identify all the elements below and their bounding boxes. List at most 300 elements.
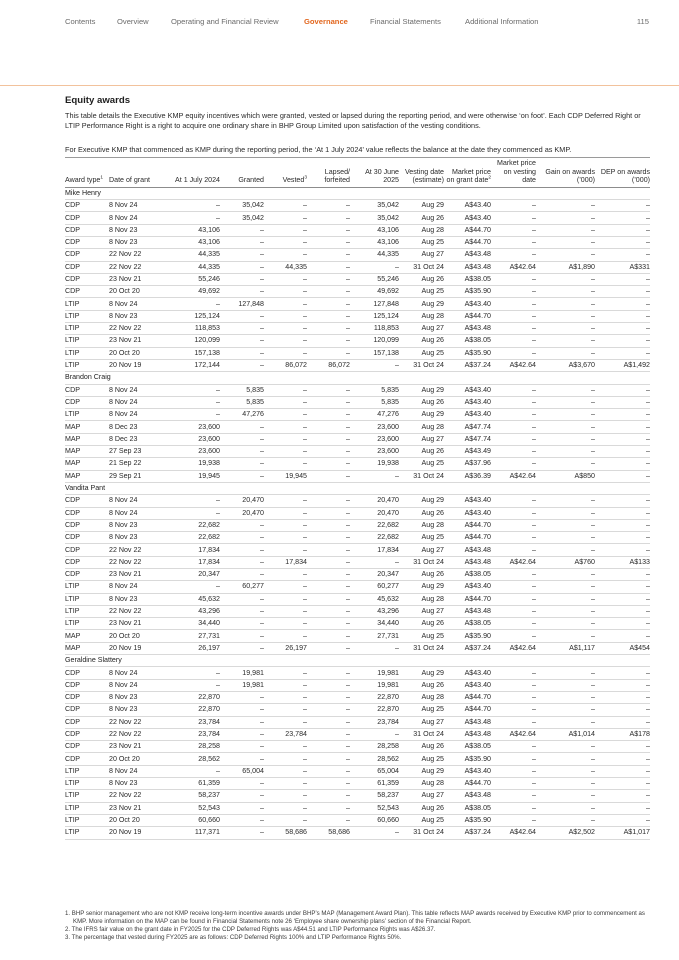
- table-cell: LTIP: [65, 814, 109, 826]
- table-cell: –: [307, 409, 350, 421]
- table-cell: –: [264, 286, 307, 298]
- table-cell: 49,692: [350, 286, 399, 298]
- table-cell: 31 Oct 24: [399, 642, 444, 654]
- table-cell: –: [220, 347, 264, 359]
- table-cell: LTIP: [65, 335, 109, 347]
- table-cell: A$43.48: [444, 790, 491, 802]
- table-cell: –: [595, 741, 650, 753]
- table-cell: MAP: [65, 642, 109, 654]
- table-cell: 19,981: [220, 679, 264, 691]
- table-row: [65, 335, 650, 347]
- table-cell: 86,072: [264, 359, 307, 371]
- table-cell: CDP: [65, 568, 109, 580]
- table-cell: Aug 27: [399, 323, 444, 335]
- table-cell: –: [264, 310, 307, 322]
- table-cell: –: [165, 409, 220, 421]
- table-cell: –: [536, 519, 595, 531]
- table-cell: –: [595, 470, 650, 482]
- column-header: Market price on vesting date: [491, 159, 536, 187]
- table-cell: 17,834: [350, 544, 399, 556]
- table-cell: –: [491, 765, 536, 777]
- header-rule: [0, 85, 679, 86]
- table-cell: CDP: [65, 507, 109, 519]
- table-cell: –: [220, 273, 264, 285]
- table-cell: 44,335: [264, 261, 307, 273]
- table-cell: –: [536, 421, 595, 433]
- table-cell: –: [491, 212, 536, 224]
- table-cell: CDP: [65, 691, 109, 703]
- table-cell: –: [307, 458, 350, 470]
- table-cell: –: [595, 298, 650, 310]
- table-cell: –: [595, 200, 650, 212]
- table-row: [65, 618, 650, 630]
- table-cell: –: [595, 249, 650, 261]
- table-row: [65, 593, 650, 605]
- table-cell: 20,347: [350, 568, 399, 580]
- table-cell: –: [307, 704, 350, 716]
- table-cell: –: [307, 581, 350, 593]
- table-cell: 20 Oct 20: [109, 753, 165, 765]
- table-cell: –: [307, 249, 350, 261]
- table-cell: –: [491, 249, 536, 261]
- table-cell: –: [350, 359, 399, 371]
- table-cell: –: [595, 409, 650, 421]
- table-cell: Aug 26: [399, 568, 444, 580]
- table-row: [65, 741, 650, 753]
- table-cell: A$43.48: [444, 556, 491, 568]
- table-cell: 49,692: [165, 286, 220, 298]
- table-cell: 127,848: [220, 298, 264, 310]
- table-cell: 157,138: [350, 347, 399, 359]
- table-cell: 60,277: [350, 581, 399, 593]
- column-header: At 1 July 2024: [165, 159, 220, 187]
- table-cell: 22,682: [350, 532, 399, 544]
- table-cell: –: [491, 544, 536, 556]
- table-cell: Aug 27: [399, 433, 444, 445]
- table-cell: –: [350, 470, 399, 482]
- table-cell: –: [307, 396, 350, 408]
- table-cell: A$42.64: [491, 470, 536, 482]
- table-cell: 22,870: [165, 691, 220, 703]
- table-cell: 5,835: [220, 384, 264, 396]
- table-cell: 19,938: [350, 458, 399, 470]
- table-cell: –: [595, 753, 650, 765]
- table-cell: 8 Nov 23: [109, 704, 165, 716]
- table-cell: –: [491, 507, 536, 519]
- table-cell: Aug 26: [399, 741, 444, 753]
- table-cell: –: [536, 458, 595, 470]
- table-cell: LTIP: [65, 778, 109, 790]
- table-cell: LTIP: [65, 765, 109, 777]
- table-cell: CDP: [65, 495, 109, 507]
- table-cell: Aug 27: [399, 249, 444, 261]
- nav-financial-statements[interactable]: Financial Statements: [370, 17, 441, 26]
- table-cell: 8 Nov 23: [109, 519, 165, 531]
- table-cell: 27 Sep 23: [109, 446, 165, 458]
- table-cell: –: [595, 679, 650, 691]
- table-cell: –: [307, 728, 350, 740]
- table-cell: –: [307, 790, 350, 802]
- table-cell: 8 Nov 23: [109, 310, 165, 322]
- table-cell: –: [536, 212, 595, 224]
- table-cell: Aug 29: [399, 384, 444, 396]
- table-cell: Aug 25: [399, 630, 444, 642]
- table-cell: –: [491, 310, 536, 322]
- table-cell: 31 Oct 24: [399, 556, 444, 568]
- table-cell: –: [350, 556, 399, 568]
- table-cell: 34,440: [165, 618, 220, 630]
- table-cell: A$35.90: [444, 753, 491, 765]
- table-cell: 172,144: [165, 359, 220, 371]
- table-cell: Aug 28: [399, 691, 444, 703]
- table-row: [65, 814, 650, 826]
- table-cell: –: [220, 286, 264, 298]
- table-row: [65, 298, 650, 310]
- table-cell: –: [264, 741, 307, 753]
- table-cell: CDP: [65, 728, 109, 740]
- table-cell: 8 Nov 24: [109, 679, 165, 691]
- table-cell: 17,834: [165, 544, 220, 556]
- table-cell: A$43.48: [444, 716, 491, 728]
- table-cell: –: [536, 679, 595, 691]
- table-cell: 55,246: [350, 273, 399, 285]
- table-cell: –: [536, 286, 595, 298]
- table-cell: –: [220, 323, 264, 335]
- table-cell: Aug 28: [399, 593, 444, 605]
- table-cell: –: [307, 765, 350, 777]
- table-row: [65, 556, 650, 568]
- table-cell: Aug 25: [399, 458, 444, 470]
- intro-paragraph: This table details the Executive KMP equity incentives which were granted, vested or lapsed during the reporting period, and were otherwise ‘on foot’. Each CDP Deferred Right or LTIP Performance Right is a right to acquire one ordinary share in BHP Group Limited upon satisfaction of the vesting conditions.: [65, 111, 641, 130]
- table-cell: A$35.90: [444, 814, 491, 826]
- table-cell: CDP: [65, 212, 109, 224]
- table-cell: 55,246: [165, 273, 220, 285]
- table-cell: A$43.40: [444, 212, 491, 224]
- table-cell: CDP: [65, 556, 109, 568]
- table-cell: 22,870: [165, 704, 220, 716]
- table-cell: CDP: [65, 716, 109, 728]
- table-cell: –: [536, 605, 595, 617]
- table-cell: 35,042: [220, 200, 264, 212]
- executive-name: Geraldine Slattery: [65, 655, 650, 667]
- table-cell: –: [595, 618, 650, 630]
- table-row: [65, 679, 650, 691]
- table-cell: CDP: [65, 741, 109, 753]
- table-cell: –: [220, 261, 264, 273]
- table-row: [65, 261, 650, 273]
- table-cell: –: [595, 814, 650, 826]
- table-cell: –: [491, 741, 536, 753]
- table-cell: A$43.40: [444, 409, 491, 421]
- table-cell: Aug 28: [399, 421, 444, 433]
- table-cell: Aug 28: [399, 519, 444, 531]
- table-cell: –: [264, 212, 307, 224]
- table-cell: Aug 26: [399, 273, 444, 285]
- table-cell: A$43.40: [444, 507, 491, 519]
- table-cell: –: [220, 249, 264, 261]
- table-cell: A$44.70: [444, 310, 491, 322]
- table-cell: 23,600: [350, 433, 399, 445]
- table-cell: –: [491, 433, 536, 445]
- table-cell: –: [264, 593, 307, 605]
- table-cell: A$44.70: [444, 778, 491, 790]
- table-cell: –: [220, 741, 264, 753]
- table-cell: –: [491, 236, 536, 248]
- table-cell: –: [491, 716, 536, 728]
- table-row: [65, 790, 650, 802]
- table-cell: –: [307, 298, 350, 310]
- table-cell: –: [536, 667, 595, 679]
- table-cell: MAP: [65, 446, 109, 458]
- nav-additional-information[interactable]: Additional Information: [465, 17, 539, 26]
- table-cell: CDP: [65, 679, 109, 691]
- table-cell: 17,834: [165, 556, 220, 568]
- table-cell: –: [536, 753, 595, 765]
- table-cell: –: [307, 446, 350, 458]
- nav-governance[interactable]: Governance: [304, 17, 348, 26]
- table-cell: –: [491, 323, 536, 335]
- table-cell: –: [307, 716, 350, 728]
- table-cell: Aug 26: [399, 212, 444, 224]
- table-cell: CDP: [65, 384, 109, 396]
- table-cell: A$1,117: [536, 642, 595, 654]
- table-cell: –: [595, 224, 650, 236]
- table-cell: A$43.40: [444, 765, 491, 777]
- table-cell: –: [491, 458, 536, 470]
- nav-ofr[interactable]: Operating and Financial Review: [171, 17, 279, 26]
- table-cell: –: [307, 421, 350, 433]
- column-header: Vested$^3$: [264, 159, 307, 187]
- table-cell: 8 Nov 23: [109, 593, 165, 605]
- table-cell: –: [595, 273, 650, 285]
- table-cell: LTIP: [65, 323, 109, 335]
- table-cell: –: [536, 790, 595, 802]
- executive-group-row: [65, 482, 650, 494]
- table-cell: 44,335: [165, 261, 220, 273]
- table-cell: 8 Nov 24: [109, 495, 165, 507]
- table-cell: 43,106: [350, 236, 399, 248]
- table-cell: Aug 29: [399, 298, 444, 310]
- table-cell: –: [491, 814, 536, 826]
- table-cell: –: [307, 200, 350, 212]
- table-cell: 52,543: [350, 802, 399, 814]
- table-cell: Aug 29: [399, 667, 444, 679]
- table-cell: 35,042: [350, 212, 399, 224]
- table-cell: 43,106: [165, 224, 220, 236]
- table-cell: 20,470: [220, 495, 264, 507]
- table-cell: 23 Nov 21: [109, 802, 165, 814]
- footnote-3: 3. The percentage that vested during FY2025 are as follows: CDP Deferred Rights 100% and LTIP Performance Rights 50%.: [65, 933, 402, 941]
- table-cell: A$1,017: [595, 827, 650, 839]
- table-cell: 28,562: [350, 753, 399, 765]
- table-cell: 31 Oct 24: [399, 359, 444, 371]
- table-cell: Aug 29: [399, 200, 444, 212]
- table-cell: A$38.05: [444, 335, 491, 347]
- table-cell: –: [491, 568, 536, 580]
- column-header: Date of grant: [109, 159, 165, 187]
- table-cell: Aug 25: [399, 814, 444, 826]
- table-cell: –: [595, 396, 650, 408]
- table-cell: –: [491, 519, 536, 531]
- table-cell: 47,276: [350, 409, 399, 421]
- table-cell: –: [220, 359, 264, 371]
- table-cell: 8 Nov 24: [109, 765, 165, 777]
- table-cell: A$42.64: [491, 556, 536, 568]
- table-row: [65, 716, 650, 728]
- table-cell: –: [536, 249, 595, 261]
- table-cell: –: [350, 728, 399, 740]
- table-cell: –: [264, 323, 307, 335]
- table-cell: 44,335: [350, 249, 399, 261]
- table-cell: –: [307, 347, 350, 359]
- table-row: [65, 286, 650, 298]
- table-cell: Aug 29: [399, 409, 444, 421]
- table-cell: 22,870: [350, 691, 399, 703]
- nav-overview[interactable]: Overview: [117, 17, 149, 26]
- table-cell: 23,600: [165, 421, 220, 433]
- table-cell: 8 Nov 24: [109, 507, 165, 519]
- table-cell: –: [220, 532, 264, 544]
- table-cell: 34,440: [350, 618, 399, 630]
- table-cell: Aug 25: [399, 753, 444, 765]
- table-cell: CDP: [65, 753, 109, 765]
- table-cell: Aug 25: [399, 347, 444, 359]
- table-cell: 23,784: [165, 716, 220, 728]
- table-cell: –: [595, 446, 650, 458]
- table-cell: 8 Dec 23: [109, 421, 165, 433]
- table-cell: –: [595, 704, 650, 716]
- table-cell: –: [264, 765, 307, 777]
- table-cell: –: [165, 396, 220, 408]
- table-cell: 8 Nov 23: [109, 236, 165, 248]
- table-row: [65, 470, 650, 482]
- table-cell: 22 Nov 22: [109, 249, 165, 261]
- table-row: [65, 236, 650, 248]
- table-cell: –: [264, 347, 307, 359]
- table-cell: A$37.24: [444, 642, 491, 654]
- table-cell: –: [491, 630, 536, 642]
- table-cell: CDP: [65, 519, 109, 531]
- table-cell: 43,106: [350, 224, 399, 236]
- table-row: [65, 704, 650, 716]
- table-cell: –: [536, 384, 595, 396]
- table-row: [65, 421, 650, 433]
- table-cell: LTIP: [65, 802, 109, 814]
- table-cell: 20 Oct 20: [109, 814, 165, 826]
- table-cell: 125,124: [350, 310, 399, 322]
- table-cell: 43,296: [350, 605, 399, 617]
- table-cell: MAP: [65, 433, 109, 445]
- table-cell: 8 Nov 23: [109, 224, 165, 236]
- table-row: [65, 691, 650, 703]
- table-cell: A$43.40: [444, 581, 491, 593]
- table-cell: 58,686: [307, 827, 350, 839]
- table-cell: –: [536, 618, 595, 630]
- table-cell: MAP: [65, 458, 109, 470]
- table-row: [65, 446, 650, 458]
- table-cell: –: [595, 384, 650, 396]
- table-cell: –: [595, 347, 650, 359]
- table-cell: –: [536, 544, 595, 556]
- table-cell: –: [536, 581, 595, 593]
- table-cell: A$43.40: [444, 200, 491, 212]
- table-cell: 60,660: [165, 814, 220, 826]
- table-cell: 20 Oct 20: [109, 286, 165, 298]
- table-cell: A$43.48: [444, 249, 491, 261]
- table-row: [65, 568, 650, 580]
- table-cell: 20 Nov 19: [109, 642, 165, 654]
- table-cell: –: [307, 273, 350, 285]
- table-cell: –: [307, 667, 350, 679]
- table-cell: –: [536, 568, 595, 580]
- table-cell: Aug 26: [399, 802, 444, 814]
- table-cell: 65,004: [220, 765, 264, 777]
- table-cell: A$454: [595, 642, 650, 654]
- table-cell: –: [165, 581, 220, 593]
- table-cell: 22,682: [165, 519, 220, 531]
- table-cell: –: [220, 691, 264, 703]
- table-cell: –: [595, 310, 650, 322]
- table-cell: –: [491, 384, 536, 396]
- nav-contents[interactable]: Contents: [65, 17, 96, 26]
- top-navigation: [65, 17, 649, 31]
- table-cell: –: [491, 532, 536, 544]
- table-cell: –: [264, 544, 307, 556]
- table-cell: A$44.70: [444, 593, 491, 605]
- table-cell: 22,870: [350, 704, 399, 716]
- table-cell: –: [264, 433, 307, 445]
- table-row: [65, 384, 650, 396]
- table-row: [65, 495, 650, 507]
- table-row: [65, 507, 650, 519]
- table-cell: –: [220, 704, 264, 716]
- table-cell: –: [220, 421, 264, 433]
- table-cell: –: [220, 778, 264, 790]
- table-cell: –: [264, 273, 307, 285]
- table-cell: –: [595, 495, 650, 507]
- table-cell: –: [491, 778, 536, 790]
- table-row: [65, 765, 650, 777]
- table-cell: –: [595, 532, 650, 544]
- table-row: [65, 310, 650, 322]
- table-cell: Aug 28: [399, 310, 444, 322]
- table-cell: CDP: [65, 286, 109, 298]
- table-cell: –: [536, 323, 595, 335]
- column-header: Market price on grant date$^2$: [444, 159, 491, 187]
- table-cell: 8 Nov 23: [109, 532, 165, 544]
- table-header-row: [65, 159, 650, 187]
- table-cell: 20 Oct 20: [109, 630, 165, 642]
- table-cell: –: [536, 273, 595, 285]
- table-cell: A$43.48: [444, 323, 491, 335]
- executive-name: Brandon Craig: [65, 372, 650, 384]
- table-cell: –: [536, 704, 595, 716]
- table-cell: CDP: [65, 261, 109, 273]
- table-cell: 44,335: [165, 249, 220, 261]
- table-cell: CDP: [65, 273, 109, 285]
- table-cell: 157,138: [165, 347, 220, 359]
- table-cell: A$43.40: [444, 298, 491, 310]
- table-cell: 19,981: [350, 679, 399, 691]
- table-cell: CDP: [65, 236, 109, 248]
- table-cell: 28,562: [165, 753, 220, 765]
- table-cell: 22 Nov 22: [109, 605, 165, 617]
- table-cell: –: [536, 236, 595, 248]
- table-cell: 86,072: [307, 359, 350, 371]
- footnotes: [65, 910, 650, 942]
- table-cell: A$42.64: [491, 728, 536, 740]
- table-cell: –: [595, 212, 650, 224]
